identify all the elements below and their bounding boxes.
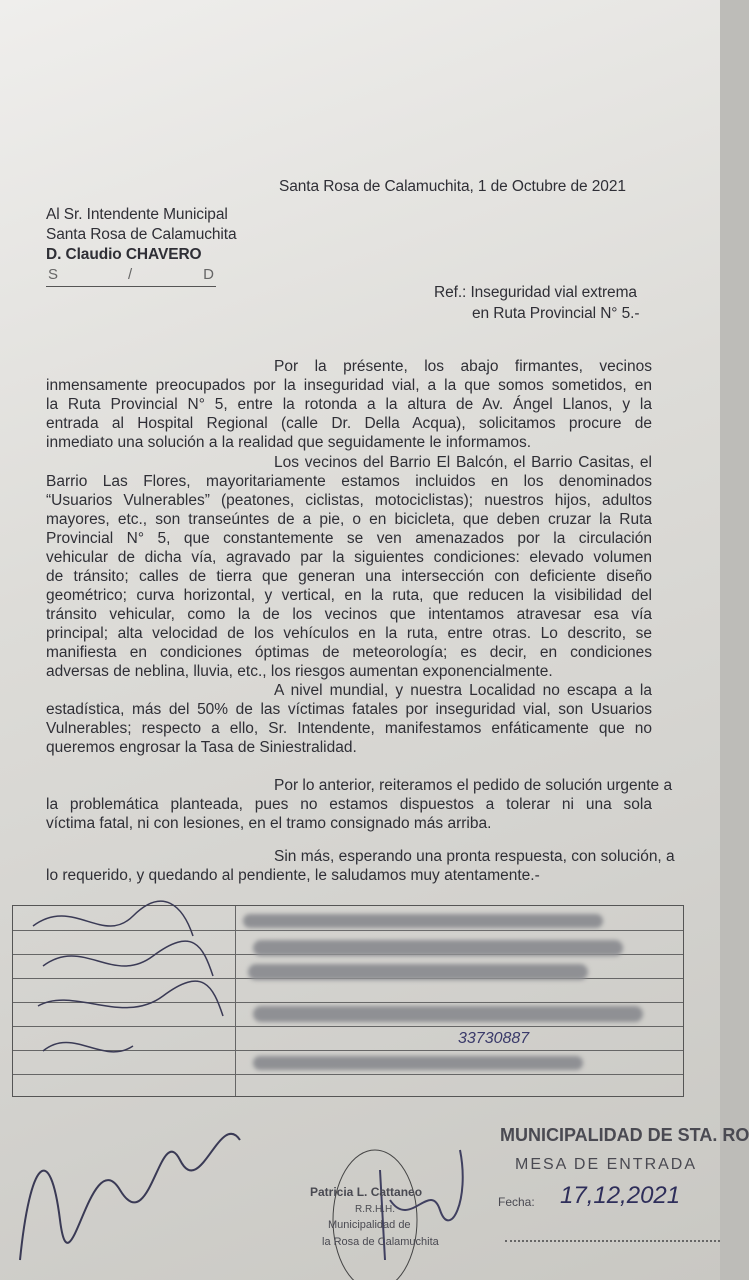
paragraph-line: inmensamente preocupados por la inseguridad vial, a la que somos sometidos, en [46, 377, 652, 394]
handwritten-id: 33730887 [458, 1030, 530, 1047]
sd-d: D [203, 266, 214, 283]
paragraph-line: Vulnerables; respecto a ello, Sr. Intendente, manifestamos enfáticamente que no [46, 720, 652, 737]
reception-stamp-subtitle: MESA DE ENTRADA [515, 1156, 698, 1173]
redaction [248, 964, 588, 980]
paragraph-line: Por la présente, los abajo firmantes, vecinos [274, 358, 652, 375]
paragraph-line: geométrico; curva horizontal, y vertical, en la ruta, que reducen la visibilidad del [46, 587, 652, 604]
redaction [253, 1056, 583, 1070]
redaction [253, 940, 623, 956]
paragraph-line: tránsito vehicular, como la de los vecinos que intentamos atravesar esa vía [46, 606, 652, 623]
paragraph-line: de tránsito; calles de tierra que generan una intersección con deficiente diseño [46, 568, 652, 585]
signature-table [12, 905, 684, 1097]
stamp-dotted-line [505, 1240, 720, 1242]
table-divider [235, 906, 236, 1096]
paragraph-line: Barrio Las Flores, mayoritariamente estamos incluidos en los denominados [46, 473, 652, 490]
paragraph-line: la problemática planteada, pues no estamos dispuestos a tolerar ni una sola [46, 796, 652, 813]
official-stamp-line: Municipalidad de [328, 1219, 411, 1231]
fecha-value: 17,12,2021 [560, 1182, 681, 1209]
paragraph-line: entrada al Hospital Regional (calle Dr. Della Acqua), solicitamos procure de [46, 415, 652, 432]
ref-line: en Ruta Provincial N° 5.- [472, 305, 640, 322]
paragraph-line: estadística, más del 50% de las víctimas fatales por inseguridad vial, son Usuarios [46, 701, 652, 718]
recipient-line: Al Sr. Intendente Municipal [46, 206, 228, 223]
official-stamp-name: Patricia L. Cattaneo [310, 1185, 423, 1199]
paragraph-line: mayores, etc., son transeúntes de a pie, o en bicicleta, que deben cruzar la Ruta [46, 511, 652, 528]
paragraph-line: víctima fatal, ni con lesiones, en el tramo consignado más arriba. [46, 815, 492, 832]
paragraph-line: Los vecinos del Barrio El Balcón, el Barrio Casitas, el [274, 454, 652, 471]
handwritten-signature [10, 1100, 250, 1280]
paragraph-line: adversas de neblina, lluvia, etc., los riesgos aumentan exponencialmente. [46, 663, 553, 680]
handwritten-signatures [13, 886, 235, 1096]
paragraph-line: queremos engrosar la Tasa de Siniestralidad. [46, 739, 357, 756]
paragraph-line: Sin más, esperando una pronta respuesta, con solución, a [274, 848, 675, 865]
sd-s: S [48, 266, 59, 283]
official-signature [320, 1140, 480, 1280]
recipient-name: D. Claudio CHAVERO [46, 246, 202, 263]
sd-line [46, 266, 216, 287]
paragraph-line: inmediato una solución a la realidad que seguidamente le informamos. [46, 434, 532, 451]
reception-stamp-title: MUNICIPALIDAD DE STA. RO [500, 1125, 749, 1145]
ref-line: Ref.: Inseguridad vial extrema [434, 284, 637, 301]
sd-slash: / [128, 266, 133, 283]
fecha-label: Fecha: [498, 1195, 535, 1209]
paragraph-line: manifiesta en condiciones óptimas de meteorología; es decir, en condiciones [46, 644, 652, 661]
official-stamp-line: la Rosa de Calamuchita [322, 1236, 439, 1248]
paragraph-line: Por lo anterior, reiteramos el pedido de solución urgente a [274, 777, 673, 794]
official-stamp-line: R.R.H.H. [355, 1204, 395, 1215]
paragraph-line: “Usuarios Vulnerables” (peatones, ciclistas, motociclistas); nuestros hijos, adultos [46, 492, 652, 509]
paragraph-line: Provincial N° 5, que constantemente se ven amenazados por la circulación [46, 530, 652, 547]
recipient-line: Santa Rosa de Calamuchita [46, 226, 237, 243]
paragraph-line: vehicular de dicha vía, agravado par la siguientes condiciones: elevado volumen [46, 549, 652, 566]
paragraph-line: A nivel mundial, y nuestra Localidad no escapa a la [274, 682, 652, 699]
redaction [243, 914, 603, 928]
redaction [253, 1006, 643, 1022]
place-date: Santa Rosa de Calamuchita, 1 de Octubre de 2021 [279, 178, 626, 195]
paragraph-line: lo requerido, y quedando al pendiente, le saludamos muy atentamente.- [46, 867, 540, 884]
paragraph-line: principal; alta velocidad de los vehículos en la ruta, entre otras. Lo descrito, se [46, 625, 652, 642]
paragraph-line: la Ruta Provincial N° 5, entre la rotonda a la altura de Av. Ángel Llanos, y la [46, 396, 652, 413]
